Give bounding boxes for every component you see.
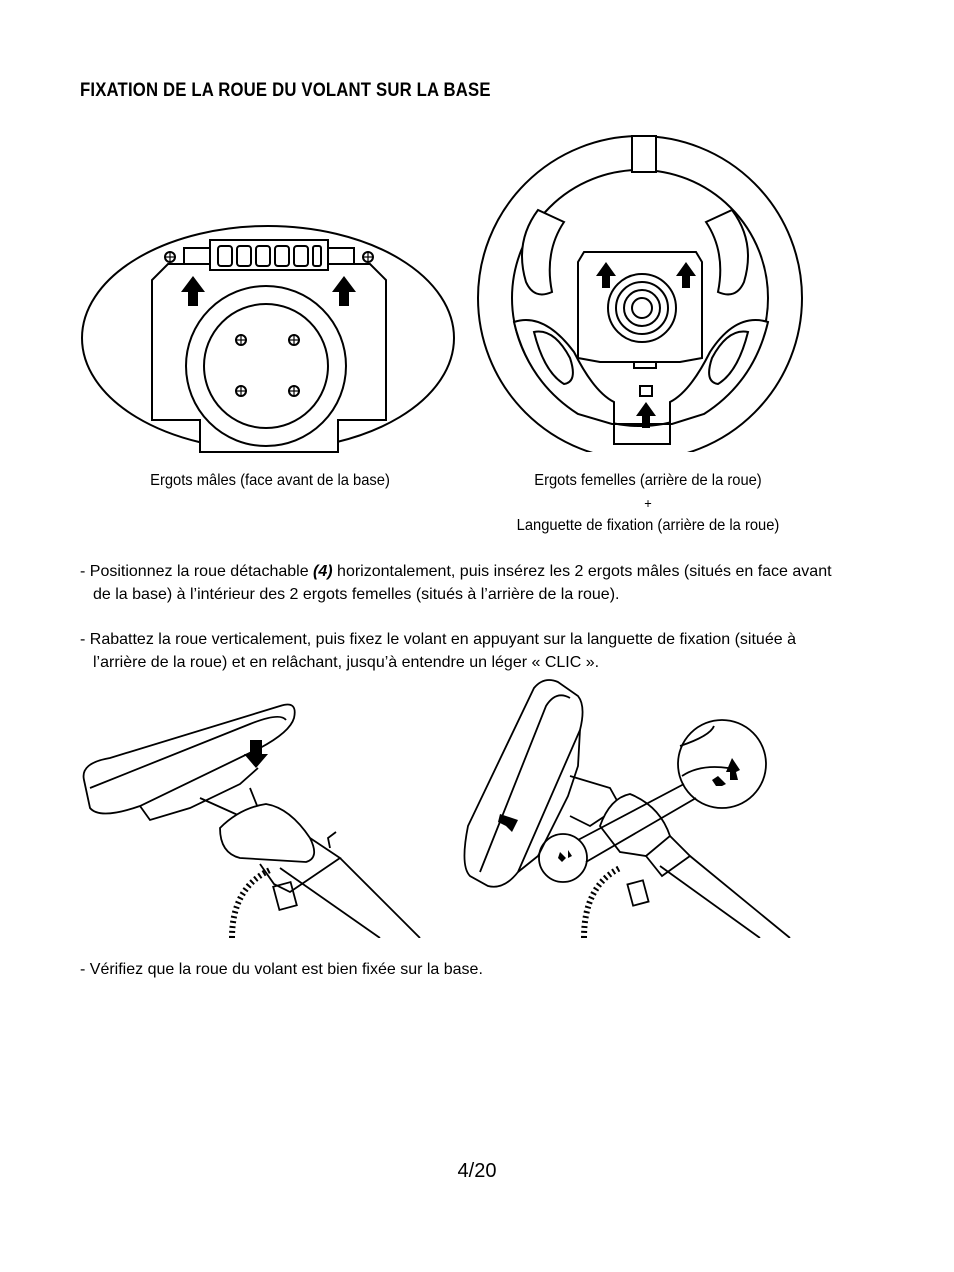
caption-male-pins: Ergots mâles (face avant de la base) — [150, 472, 390, 489]
wheel-horizontal-illustration — [80, 688, 440, 938]
page-number: 4/20 — [457, 1160, 497, 1182]
caption-plus: + — [644, 495, 652, 511]
wheel-back-illustration — [474, 132, 808, 452]
instruction-step-1: - Positionnez la roue détachable (4) horizontalement, puis insérez les 2 ergots mâles (situés en face avant de la base) à l’intérieur des 2 ergots femelles (situés à l’arrière de la roue). — [80, 563, 832, 603]
instruction-step-3: - Vérifiez que la roue du volant est bien fixée sur la base. — [80, 961, 483, 978]
instruction-step-2: - Rabattez la roue verticalement, puis fixez le volant en appuyant sur la languette de fixation (située à l’arrière de la roue) et en relâchant, jusqu’à entendre un léger « CLIC ». — [80, 631, 796, 671]
caption-female-pins: Ergots femelles (arrière de la roue) — [534, 472, 762, 489]
base-front-illustration — [80, 220, 458, 460]
page-heading: FIXATION DE LA ROUE DU VOLANT SUR LA BASE — [80, 80, 491, 101]
caption-latch: Languette de fixation (arrière de la roue) — [516, 517, 780, 534]
wheel-vertical-illustration — [460, 676, 814, 938]
part-reference: (4) — [313, 563, 333, 580]
